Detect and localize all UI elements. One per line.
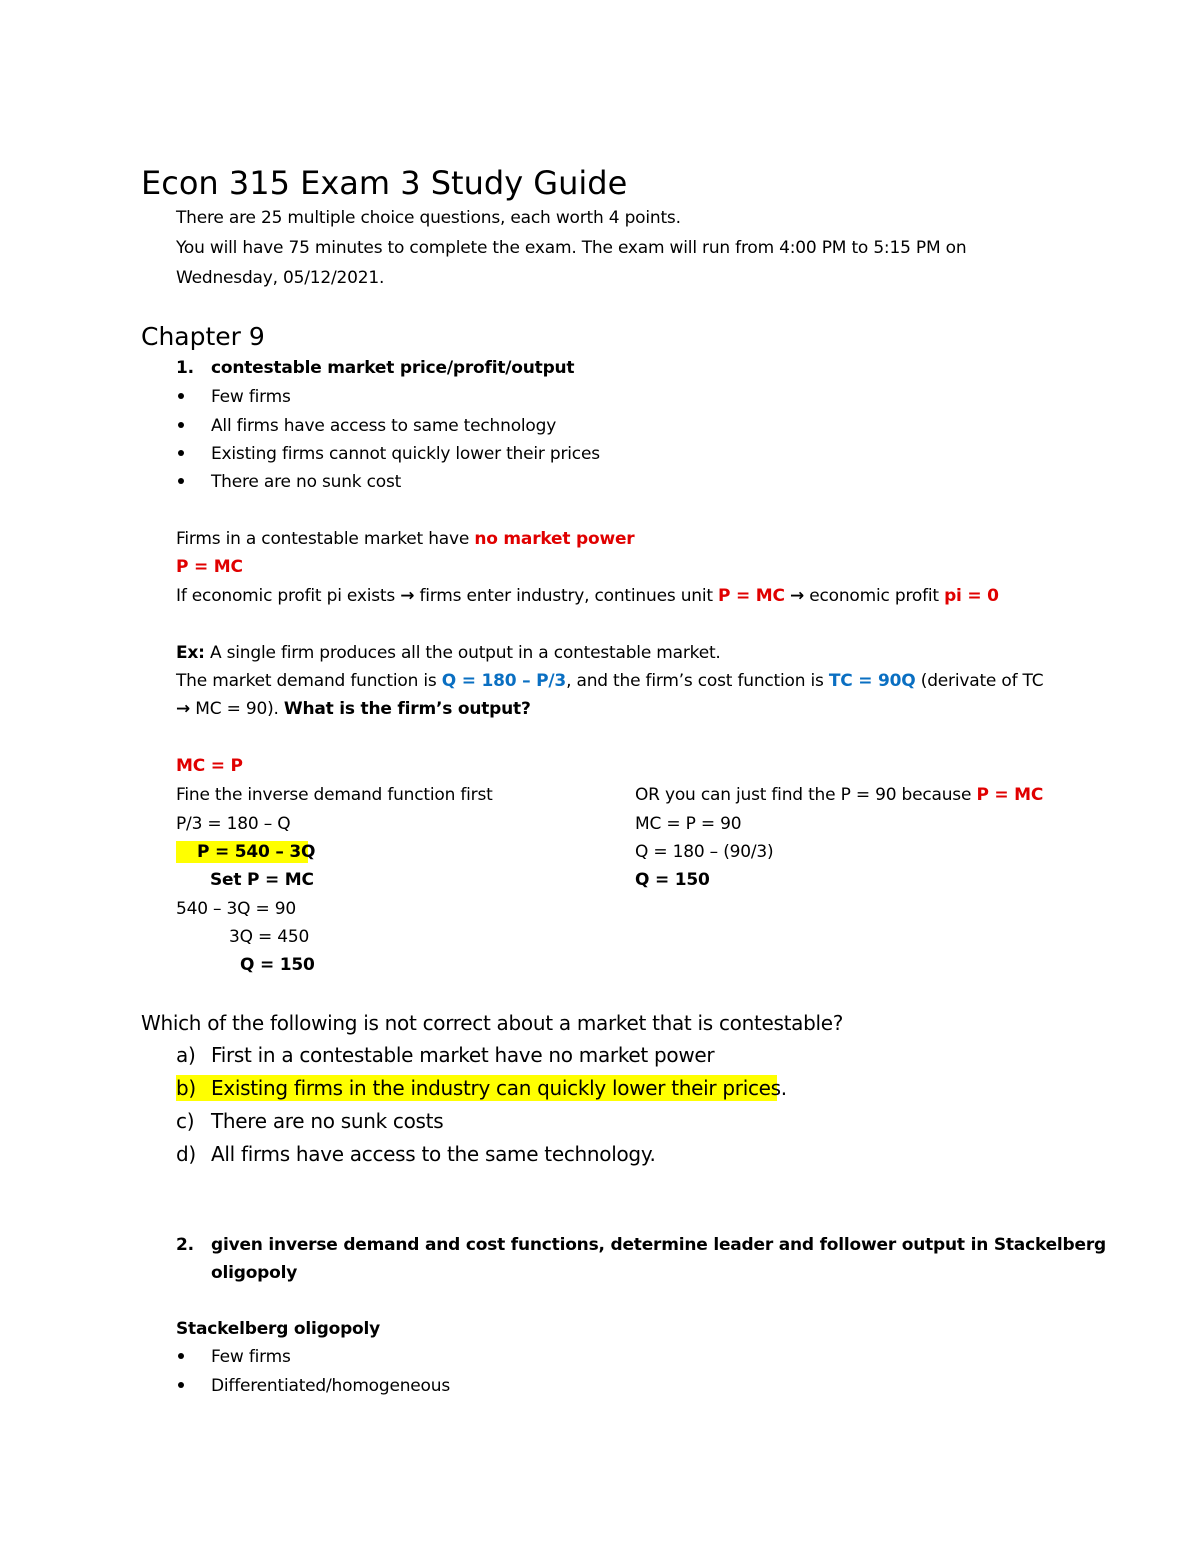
bullet-dot-icon <box>178 422 184 428</box>
topic1-title: contestable market price/profit/output <box>211 358 575 378</box>
demand-function: Q = 180 – P/3 <box>441 671 567 691</box>
right-step-4: Q = 150 <box>635 870 710 890</box>
question-text: Which of the following is not correct about a market that is contestable? <box>141 1011 844 1035</box>
chapter-heading: Chapter 9 <box>141 322 265 351</box>
economic-profit-line <box>176 585 999 607</box>
solution-mc-p: MC = P <box>176 756 243 776</box>
profit-text-c: economic profit <box>804 586 945 606</box>
bullet-dot-icon <box>178 393 184 399</box>
topic1-bullet: Existing firms cannot quickly lower their prices <box>211 444 600 464</box>
profit-red-1: P = MC <box>718 586 785 606</box>
right-step-1-red: P = MC <box>976 785 1044 805</box>
bullet-dot-icon <box>178 450 184 456</box>
topic2-number: 2. <box>176 1235 194 1255</box>
example-text: A single firm produces all the output in a contestable market. <box>204 643 721 663</box>
left-step-1: Fine the inverse demand function first <box>176 785 493 805</box>
left-step-6: 3Q = 450 <box>229 927 310 947</box>
left-step-7: Q = 150 <box>240 955 315 975</box>
demand-line <box>176 670 1043 692</box>
option-letter: b) <box>176 1076 196 1100</box>
profit-red-2: pi = 0 <box>944 586 999 606</box>
demand-text-a: The market demand function is <box>176 671 442 691</box>
topic2-bullet: Differentiated/homogeneous <box>211 1376 450 1396</box>
topic2-title-line-2: oligopoly <box>211 1263 298 1283</box>
topic2-title-line-1: given inverse demand and cost functions, determine leader and follower output in Stackelberg <box>211 1235 1107 1255</box>
arrow-right-icon: → <box>176 699 191 719</box>
option-text: First in a contestable market have no market power <box>211 1043 715 1067</box>
arrow-right-icon: → <box>790 586 805 606</box>
right-step-2: MC = P = 90 <box>635 814 742 834</box>
intro-line-2: You will have 75 minutes to complete the exam. The exam will run from 4:00 PM to 5:15 PM on <box>176 238 967 258</box>
option-text-correct: Existing firms in the industry can quickly lower their prices. <box>211 1076 787 1100</box>
page-title: Econ 315 Exam 3 Study Guide <box>141 164 628 202</box>
output-question: What is the firm’s output? <box>283 699 531 719</box>
topic1-bullet: Few firms <box>211 387 291 407</box>
topic1-bullet: There are no sunk cost <box>211 472 402 492</box>
option-letter: a) <box>176 1043 196 1067</box>
topic2-bullet: Few firms <box>211 1347 291 1367</box>
option-text: There are no sunk costs <box>211 1109 444 1133</box>
profit-text-b: firms enter industry, continues unit <box>414 586 719 606</box>
left-step-2: P/3 = 180 – Q <box>176 814 291 834</box>
left-step-3-highlighted: P = 540 – 3Q <box>176 841 308 863</box>
intro-line-1: There are 25 multiple choice questions, each worth 4 points. <box>176 208 681 228</box>
demand-text-c: (derivate of TC <box>915 671 1044 691</box>
left-step-5: 540 – 3Q = 90 <box>176 899 297 919</box>
market-power-line <box>176 528 634 550</box>
demand-text-b: , and the firm’s cost function is <box>566 671 829 691</box>
right-step-1-text: OR you can just find the P = 90 because <box>635 785 977 805</box>
p-equals-mc: P = MC <box>176 557 243 577</box>
option-letter: c) <box>176 1109 195 1133</box>
right-step-1 <box>635 784 1043 806</box>
arrow-right-icon: → <box>400 586 415 606</box>
intro-line-3: Wednesday, 05/12/2021. <box>176 268 385 288</box>
mc-question-line <box>176 698 531 720</box>
mc-text: MC = 90). <box>190 699 284 719</box>
bullet-dot-icon <box>178 1382 184 1388</box>
example-label: Ex: <box>176 643 205 663</box>
bullet-dot-icon <box>178 478 184 484</box>
bullet-dot-icon <box>178 1353 184 1359</box>
profit-text-a: If economic profit pi exists <box>176 586 401 606</box>
option-letter: d) <box>176 1142 196 1166</box>
stackelberg-heading: Stackelberg oligopoly <box>176 1319 381 1339</box>
left-step-4: Set P = MC <box>210 870 314 890</box>
example-line <box>176 642 721 664</box>
market-power-text: Firms in a contestable market have <box>176 529 475 549</box>
option-text: All firms have access to the same technology. <box>211 1142 656 1166</box>
topic1-number: 1. <box>176 358 194 378</box>
market-power-red: no market power <box>474 529 635 549</box>
cost-function: TC = 90Q <box>828 671 916 691</box>
right-step-3: Q = 180 – (90/3) <box>635 842 774 862</box>
topic1-bullet: All firms have access to same technology <box>211 416 557 436</box>
